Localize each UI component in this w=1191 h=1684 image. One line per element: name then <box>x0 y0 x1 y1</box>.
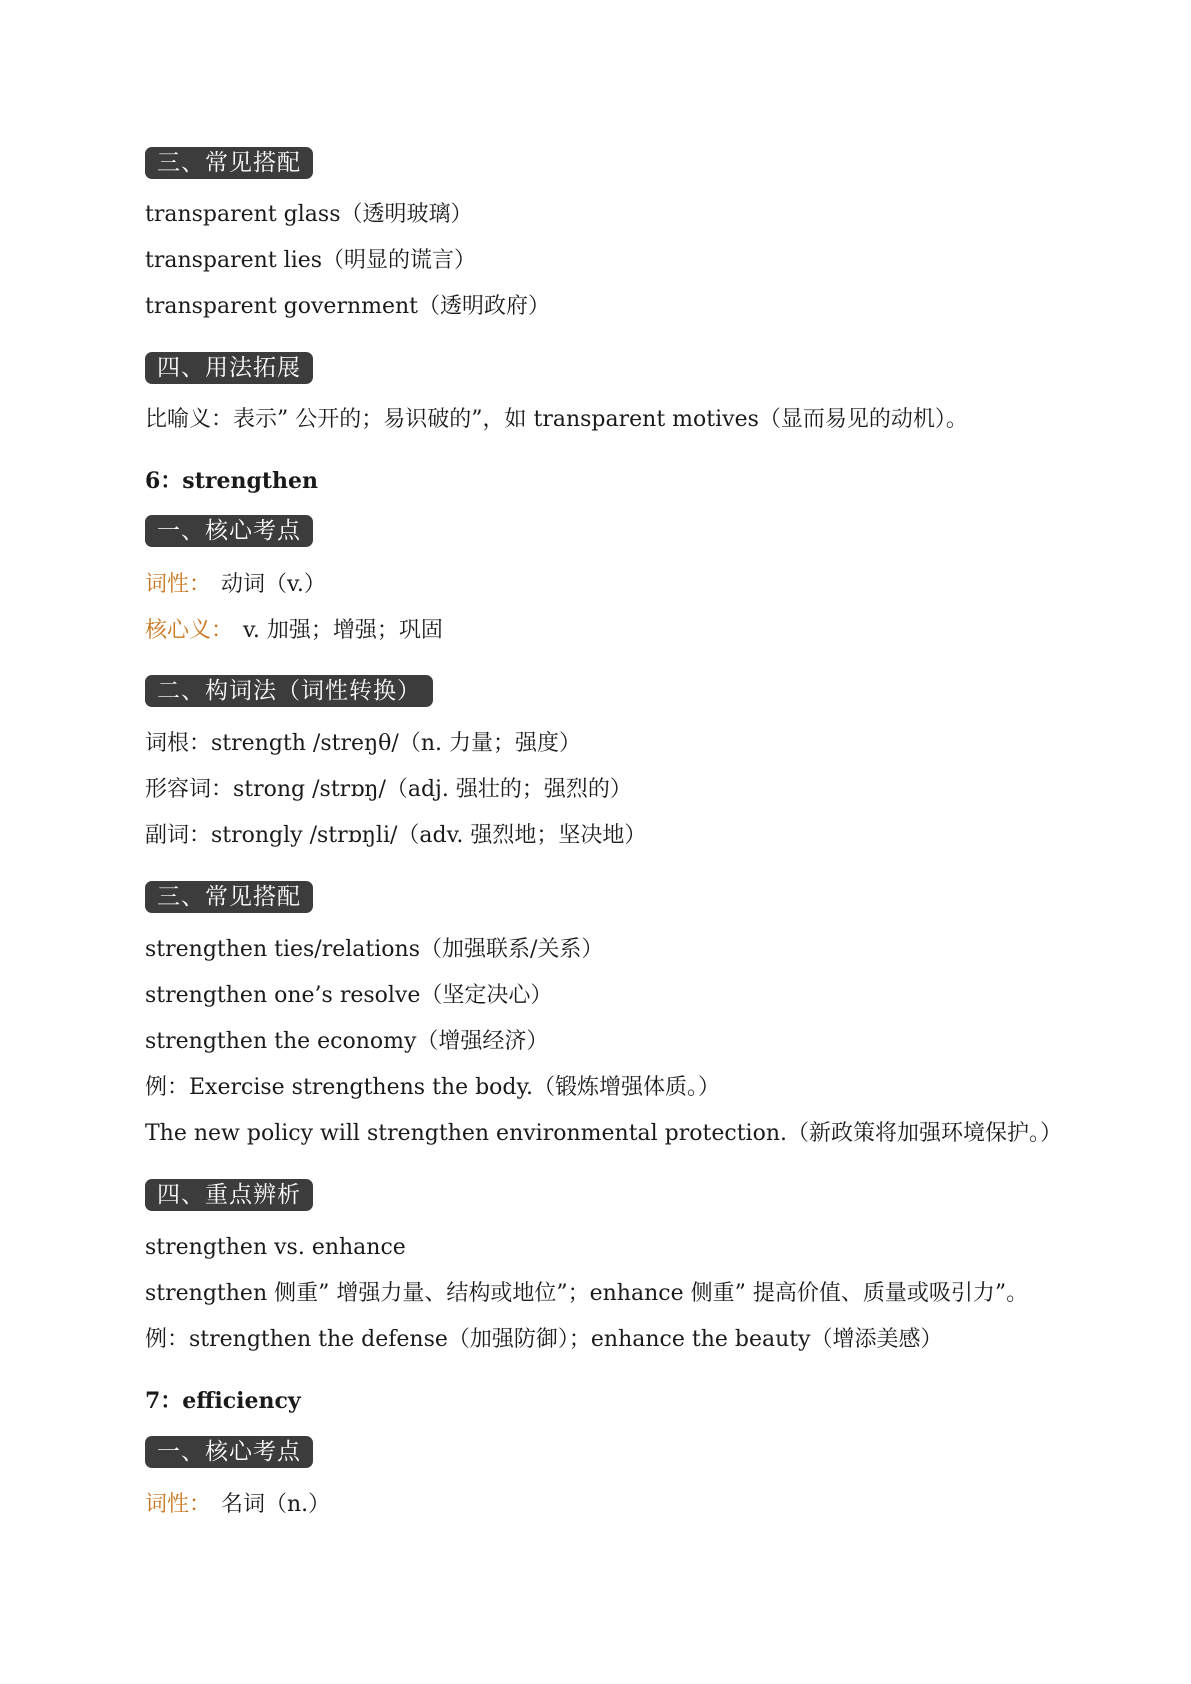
core-meaning-line <box>145 616 443 646</box>
part-of-speech-value: 名词（n.） <box>221 1492 331 1517</box>
core-meaning-label: 核心义： <box>145 618 234 643</box>
collocation-line: transparent lies（明显的谎言） <box>145 248 477 273</box>
section-tag-core-points: 一、核心考点 <box>145 515 313 547</box>
word-heading-strengthen: 6：strengthen <box>145 468 318 494</box>
section-tag-word-formation: 二、构词法（词性转换） <box>145 675 433 707</box>
collocation-line: strengthen the economy（增强经济） <box>145 1029 549 1054</box>
section-tag-usage-extension: 四、用法拓展 <box>145 352 313 384</box>
part-of-speech-line <box>145 570 326 600</box>
section-tag-core-points: 一、核心考点 <box>145 1436 313 1468</box>
word-formation-line: 副词：strongly /strɒŋli/（adv. 强烈地；坚决地） <box>145 823 647 848</box>
usage-extension-line: 比喻义：表示” 公开的；易识破的”，如 transparent motives（显而易见的动机）。 <box>145 407 968 432</box>
collocation-line: strengthen one’s resolve（坚定决心） <box>145 983 553 1008</box>
part-of-speech-value: 动词（v.） <box>221 572 326 597</box>
analysis-line: strengthen 侧重” 增强力量、结构或地位”；enhance 侧重” 提高价值、质量或吸引力”。 <box>145 1281 1029 1306</box>
section-tag-collocations: 三、常见搭配 <box>145 147 313 179</box>
example-line: The new policy will strengthen environmental protection.（新政策将加强环境保护。） <box>145 1121 1062 1146</box>
collocation-line: transparent government（透明政府） <box>145 294 551 319</box>
word-heading-efficiency: 7：efficiency <box>145 1388 301 1414</box>
word-formation-line: 词根：strength /streŋθ/（n. 力量；强度） <box>145 731 581 756</box>
part-of-speech-label: 词性： <box>145 572 212 597</box>
section-tag-key-analysis: 四、重点辨析 <box>145 1179 313 1211</box>
word-formation-line: 形容词：strong /strɒŋ/（adj. 强壮的；强烈的） <box>145 777 632 802</box>
collocation-line: transparent glass（透明玻璃） <box>145 202 473 227</box>
example-line: 例：Exercise strengthens the body.（锻炼增强体质。） <box>145 1075 720 1100</box>
collocation-line: strengthen ties/relations（加强联系/关系） <box>145 937 604 962</box>
section-tag-collocations: 三、常见搭配 <box>145 881 313 913</box>
analysis-line: strengthen vs. enhance <box>145 1235 406 1260</box>
example-line: 例：strengthen the defense（加强防御）；enhance the beauty（增添美感） <box>145 1327 943 1352</box>
core-meaning-value: v. 加强；增强；巩固 <box>243 618 443 643</box>
part-of-speech-line <box>145 1490 330 1520</box>
part-of-speech-label: 词性： <box>145 1492 212 1517</box>
